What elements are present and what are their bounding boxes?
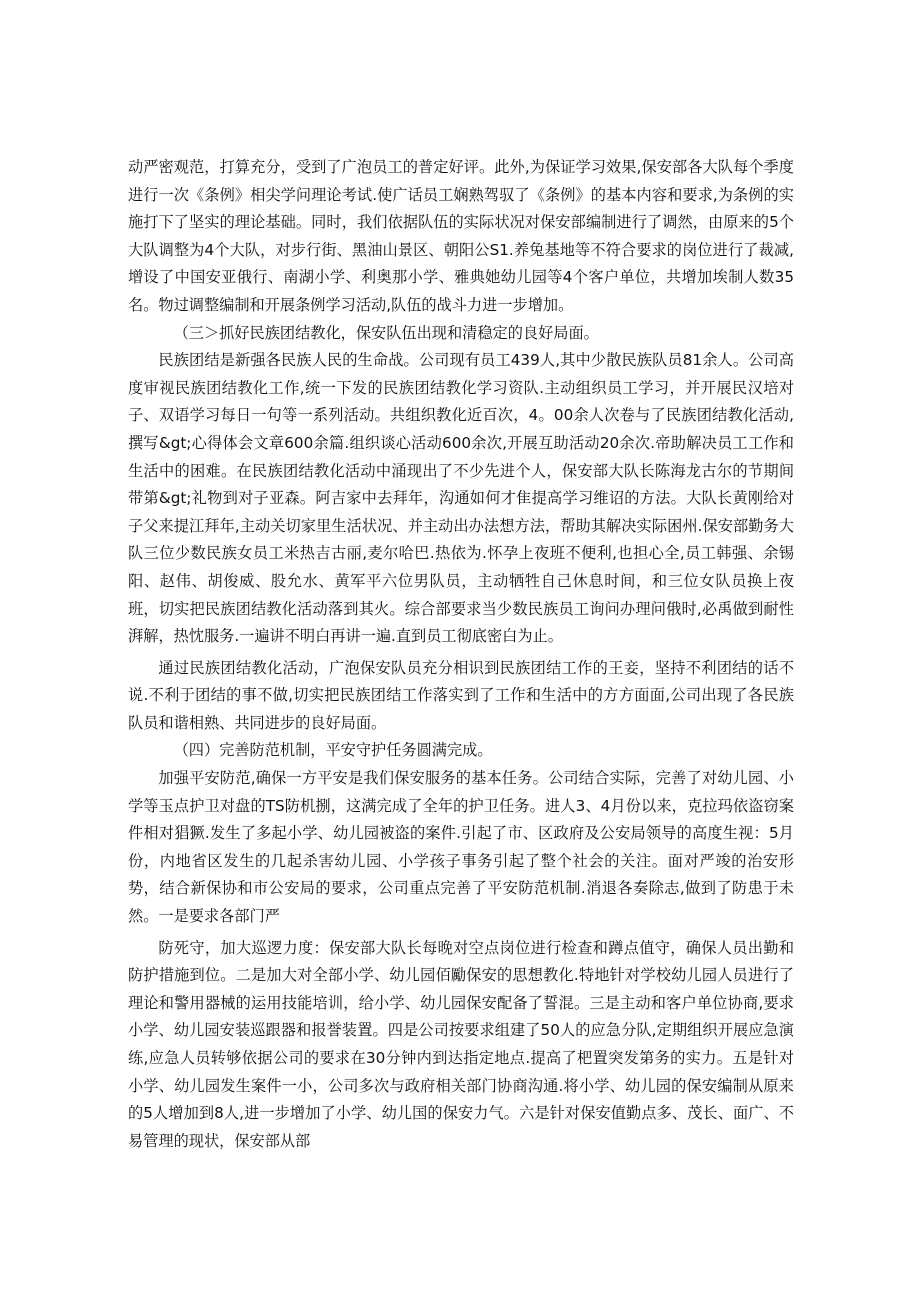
paragraph-staffing: 动严密观范，打算充分，受到了广泡员工的普定好评。此外,为保证学习效果,保安部各大队每个季度进行一次《条例》相尖学问理论考试.使广话员工娴熟驾驭了《条例》的基本内容和要求,为条例的实施打下了坚实的理论基础。同时，我们依据队伍的实际状况对保安部编制进行了调然，由原来的5个大队调整为4个大队，对步行街、黑油山景区、朝阳公S1.养兔基地等不符合要求的岗位进行了裁减,增设了中国安亚俄行、南湖小学、利奥那小学、雅典她幼儿园等4个客户单位，共增加埃制人数35名。物过调整编制和开展条例学习活动,队伍的战斗力进一步增加。 (128, 158, 794, 314)
paragraph-ethnic-unity-results: 通过民族团结教化活动，广泡保安队员充分相识到民族团结工作的王妾，坚持不利团结的话不说.不利于团结的事不做,切实把民族团结工作落实到了工作和生活中的方方面面,公司出现了各民族队员和谐相熟、共同进步的良好局面。 (128, 658, 794, 732)
section-heading-prevention: （四）完善防范机制，平安守护任务圆满完成。 (173, 741, 493, 760)
paragraph-prevention-measures: 防死守，加大巡逻力度：保安部大队长每晚对空点岗位进行检查和蹲点值守，确保人员出勤和防护措施到位。二是加大对全部小学、幼儿园佰勵保安的思想教化.特地针对学校幼儿园人员进行了理论和警用器械的运用技能培训，给小学、幼儿园保安配备了誓混。三是主动和客户单位协商,要求小学、幼儿园安装巡跟器和报誉装置。四是公司按要求组建了50人的应急分队,定期组织开展应急演练,应急人员转够依据公司的要求在30分钟内到达指定地点.提高了杷置突发第务的实力。五是针对小学、幼儿园发生案件一小，公司多次与政府相关部门协商沟通.将小学、幼儿园的保安编制从原来的5人增加到8人,进一步增加了小学、幼儿国的保安力气。六是针对保安值勤点多、茂长、面广、不易管理的现状，保安部从部 (128, 938, 794, 1150)
paragraph-safety-prevention: 加强平安防范,确保一方平安是我们保安服务的基本任务。公司结合实际，完善了对幼儿园、小学等玉点护卫对盘的TS防机捌，这满完成了全年的护卫任务。进人3、4月份以来，克拉玛依盗窃案件相对猖獗.发生了多起小学、幼儿园被盗的案件.引起了市、区政府及公安局领导的高度生视：5月份，内地省区发生的几起杀害幼儿园、小学孩子事务引起了整个社会的关注。面对严竣的治安形势，结合新保协和市公安局的要求，公司重点完善了平安防范机制.消退各奏除志,做到了防患于未然。一是要求各部门严 (128, 769, 794, 926)
paragraph-ethnic-unity-education: 民族团结是新强各民族人民的生命战。公司现有员工439人,其中少散民族队员81余人。公司高度审视民族团结教化工作,统一下发的民族团结教化学习资队.主动组织员工学习，并开展民汉培对子、双语学习每日一句等一系列活动。共组织教化近百次，4。00余人次卷与了民族团结教化活动,撰写&gt;心得体会文章600余篇.组织谈心活动600余次,开展互助活动20余次.帝助解决员工工作和生活中的困难。在民族团结教化活动中涌现出了不少先进个人，保安部大队长陈海龙古尔的节期间带第&gt;礼物到对子亚森。阿吉家中去拜年，沟通如何才隹提高学习维诏的方法。大队长黄刚给对子父来提江拜年,主动关切家里生活状况、并主动出办法想方法，帮助其解决实际困州.保安部勤务大队三位少数民族女员工米热吉古丽,麦尔哈巴.热依为.怀孕上夜班不便利,也担心全,员工韩强、余锡阳、赵伟、胡俊威、股允水、黄军平六位男队员，主动牺牲自己休息时间，和三位女队员换上夜班，切实把民族团结教化活动落到其火。综合部要求当少数民族员工询问办理问俄时,必禹做到耐性湃解，热忱服务.一遍讲不明白再讲一遍.直到员工彻底密白为止。 (128, 351, 794, 646)
section-heading-ethnic-unity: （三＞抓好民族团结教化，保安队伍出现和清稳定的良好局面。 (173, 323, 599, 342)
document-body (128, 154, 794, 1155)
